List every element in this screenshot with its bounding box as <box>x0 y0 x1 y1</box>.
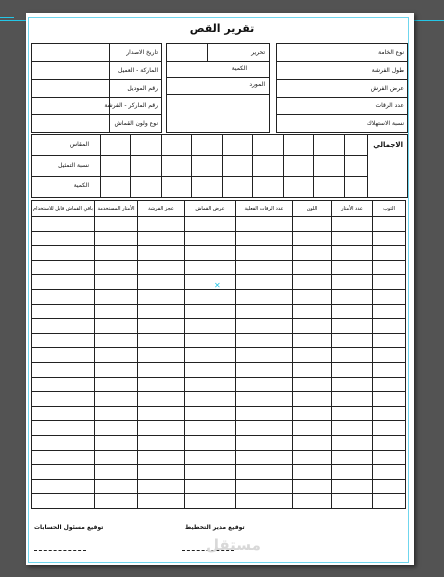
table-cell <box>373 246 406 261</box>
header-actual-plies: عدد الرقات الفعلية <box>236 201 293 217</box>
table-cell <box>32 450 95 465</box>
table-cell <box>138 231 185 246</box>
table-cell <box>236 377 293 392</box>
table-row <box>32 304 406 319</box>
table-cell <box>332 333 373 348</box>
table-cell <box>95 392 138 407</box>
table-cell <box>185 377 236 392</box>
watermark-logo: مستقل <box>206 536 261 554</box>
table-cell <box>236 304 293 319</box>
table-cell <box>138 362 185 377</box>
table-cell <box>95 275 138 290</box>
table-cell <box>293 246 332 261</box>
table-cell <box>95 231 138 246</box>
table-cell <box>293 406 332 421</box>
table-cell <box>95 435 138 450</box>
table-cell <box>32 217 95 232</box>
material-info-box <box>276 43 408 133</box>
table-cell <box>293 217 332 232</box>
table-cell <box>373 231 406 246</box>
table-cell <box>236 494 293 509</box>
table-cell <box>373 465 406 480</box>
table-cell <box>138 348 185 363</box>
table-cell <box>95 260 138 275</box>
table-cell <box>138 304 185 319</box>
table-cell <box>138 406 185 421</box>
table-cell <box>293 319 332 334</box>
table-cell <box>332 494 373 509</box>
table-cell <box>332 392 373 407</box>
table-cell <box>332 377 373 392</box>
table-cell <box>332 479 373 494</box>
table-cell <box>236 275 293 290</box>
table-row <box>32 435 406 450</box>
table-cell <box>185 406 236 421</box>
table-cell <box>138 494 185 509</box>
table-cell <box>236 231 293 246</box>
table-cell <box>236 392 293 407</box>
table-cell <box>332 465 373 480</box>
table-cell <box>332 348 373 363</box>
table-cell <box>332 217 373 232</box>
table-cell <box>332 450 373 465</box>
signature-planning-manager: توقيع مدير التخطيط <box>185 524 245 531</box>
table-cell <box>95 479 138 494</box>
label-material-type: نوع الخامة <box>378 49 404 56</box>
label-consumption-rate: نسبة الاستهلاك <box>366 120 404 127</box>
table-cell <box>32 494 95 509</box>
table-cell <box>32 260 95 275</box>
table-row <box>32 465 406 480</box>
table-cell <box>293 435 332 450</box>
table-row <box>32 362 406 377</box>
table-cell <box>185 333 236 348</box>
table-row <box>32 450 406 465</box>
table-cell <box>236 319 293 334</box>
table-cell <box>185 304 236 319</box>
table-row <box>32 406 406 421</box>
table-cell <box>236 479 293 494</box>
table-cell <box>185 494 236 509</box>
table-cell <box>138 465 185 480</box>
label-spread-width: عرض الفرش <box>370 85 404 92</box>
table-cell <box>32 465 95 480</box>
label-size: المقاس <box>69 141 89 148</box>
table-cell <box>138 217 185 232</box>
table-cell <box>32 406 95 421</box>
label-grid-quantity: الكمية <box>73 182 89 189</box>
table-cell <box>185 217 236 232</box>
table-cell <box>373 217 406 232</box>
table-cell <box>332 231 373 246</box>
table-cell <box>236 333 293 348</box>
table-cell <box>32 231 95 246</box>
table-row <box>32 231 406 246</box>
table-cell <box>293 304 332 319</box>
table-cell <box>32 246 95 261</box>
table-cell <box>236 348 293 363</box>
table-cell <box>373 304 406 319</box>
label-edit: تحرير <box>251 49 265 56</box>
table-cell <box>373 450 406 465</box>
table-cell <box>185 421 236 436</box>
size-ratio-grid <box>31 134 408 198</box>
table-cell <box>185 231 236 246</box>
table-cell <box>236 435 293 450</box>
table-row <box>32 246 406 261</box>
table-cell <box>32 333 95 348</box>
table-cell <box>373 406 406 421</box>
table-cell <box>332 421 373 436</box>
table-row <box>32 421 406 436</box>
table-cell <box>332 289 373 304</box>
table-cell <box>293 494 332 509</box>
table-cell <box>293 392 332 407</box>
table-cell <box>95 304 138 319</box>
table-row <box>32 319 406 334</box>
table-cell <box>95 289 138 304</box>
table-cell <box>373 333 406 348</box>
table-cell <box>373 435 406 450</box>
table-cell <box>32 319 95 334</box>
table-cell <box>32 275 95 290</box>
table-cell <box>32 421 95 436</box>
table-cell <box>373 421 406 436</box>
table-cell <box>185 289 236 304</box>
table-cell <box>138 421 185 436</box>
label-spread-length: طول الفرشة <box>371 67 404 74</box>
table-cell <box>185 348 236 363</box>
table-cell <box>293 289 332 304</box>
table-cell <box>185 465 236 480</box>
label-ply-count: عدد الرقات <box>375 102 404 109</box>
table-cell <box>373 494 406 509</box>
table-cell <box>185 246 236 261</box>
label-model-number: رقم الموديل <box>127 85 158 92</box>
table-cell <box>293 362 332 377</box>
table-cell <box>293 479 332 494</box>
table-cell <box>293 450 332 465</box>
table-cell <box>185 450 236 465</box>
table-cell <box>373 348 406 363</box>
supplier-box <box>166 43 270 133</box>
table-cell <box>138 333 185 348</box>
table-cell <box>185 392 236 407</box>
header-fabric-width: عرض القماش <box>185 201 236 217</box>
table-cell <box>293 465 332 480</box>
table-cell <box>32 479 95 494</box>
table-cell <box>138 275 185 290</box>
table-cell <box>373 275 406 290</box>
table-cell <box>236 260 293 275</box>
label-fabric-type-color: نوع ولون القماش <box>114 120 158 127</box>
table-cell <box>293 260 332 275</box>
table-cell <box>138 319 185 334</box>
center-cross-icon: ✕ <box>214 281 221 290</box>
signature-line-left <box>34 550 86 551</box>
table-cell <box>373 377 406 392</box>
table-cell <box>138 289 185 304</box>
table-cell <box>138 246 185 261</box>
table-cell <box>332 260 373 275</box>
table-cell <box>138 260 185 275</box>
table-row <box>32 494 406 509</box>
table-cell <box>332 362 373 377</box>
table-cell <box>373 362 406 377</box>
table-cell <box>32 348 95 363</box>
header-roll: الثوب <box>373 201 406 217</box>
table-cell <box>332 406 373 421</box>
table-cell <box>293 333 332 348</box>
table-cell <box>95 246 138 261</box>
table-cell <box>185 319 236 334</box>
table-cell <box>293 348 332 363</box>
table-cell <box>95 406 138 421</box>
table-cell <box>236 217 293 232</box>
table-cell <box>373 260 406 275</box>
label-brand-client: الماركة - العميل <box>118 67 158 74</box>
table-cell <box>332 435 373 450</box>
table-cell <box>236 362 293 377</box>
table-cell <box>332 319 373 334</box>
table-cell <box>95 465 138 480</box>
table-cell <box>185 362 236 377</box>
table-cell <box>293 275 332 290</box>
table-cell <box>373 319 406 334</box>
table-row <box>32 479 406 494</box>
table-cell <box>332 246 373 261</box>
table-cell <box>293 377 332 392</box>
table-cell <box>95 362 138 377</box>
table-cell <box>236 465 293 480</box>
header-meters: عدد الأمتار <box>332 201 373 217</box>
table-cell <box>32 304 95 319</box>
table-cell <box>95 333 138 348</box>
table-cell <box>32 289 95 304</box>
table-cell <box>185 435 236 450</box>
table-cell <box>95 348 138 363</box>
table-cell <box>95 319 138 334</box>
table-row <box>32 348 406 363</box>
table-row <box>32 392 406 407</box>
table-cell <box>32 377 95 392</box>
header-remaining-fabric: باقي القماش قابل للاستخدام <box>32 201 95 217</box>
table-cell <box>95 217 138 232</box>
table-cell <box>138 450 185 465</box>
table-cell <box>138 479 185 494</box>
order-info-box <box>31 43 162 133</box>
table-row <box>32 260 406 275</box>
header-used-meters: الأمتار المستخدمة <box>95 201 138 217</box>
header-spread-deficit: عجز الفرشة <box>138 201 185 217</box>
table-cell <box>236 450 293 465</box>
label-ratio: نسبة التمثيل <box>58 162 89 169</box>
table-cell <box>332 275 373 290</box>
table-row <box>32 217 406 232</box>
table-cell <box>138 377 185 392</box>
table-cell <box>332 304 373 319</box>
table-cell <box>293 421 332 436</box>
table-cell <box>32 362 95 377</box>
cutting-table <box>31 200 406 509</box>
table-cell <box>95 421 138 436</box>
table-cell <box>138 435 185 450</box>
table-cell <box>95 450 138 465</box>
table-cell <box>185 260 236 275</box>
table-cell <box>373 392 406 407</box>
table-cell <box>236 421 293 436</box>
table-cell <box>293 231 332 246</box>
table-cell <box>32 392 95 407</box>
label-marker-number: رقم الماركر - الفرشة <box>104 102 158 109</box>
table-cell <box>95 377 138 392</box>
label-total: الاجمالي <box>373 141 403 149</box>
table-cell <box>185 479 236 494</box>
table-cell <box>95 494 138 509</box>
header-color: اللون <box>293 201 332 217</box>
table-cell <box>32 435 95 450</box>
label-issue-date: تاريخ الاصدار <box>126 49 158 56</box>
table-cell <box>236 246 293 261</box>
table-cell <box>373 479 406 494</box>
label-supplier: المورد <box>249 81 265 88</box>
table-cell <box>236 289 293 304</box>
table-cell <box>236 406 293 421</box>
table-cell <box>373 289 406 304</box>
table-row <box>32 377 406 392</box>
table-row <box>32 289 406 304</box>
table-row <box>32 333 406 348</box>
report-title: تقرير القص <box>189 22 255 35</box>
table-header-row <box>32 201 406 217</box>
table-cell <box>185 275 236 290</box>
signature-accounts-officer: توقيع مسئول الحسابات <box>34 524 104 531</box>
label-quantity: الكمية <box>231 65 247 72</box>
table-cell <box>138 392 185 407</box>
